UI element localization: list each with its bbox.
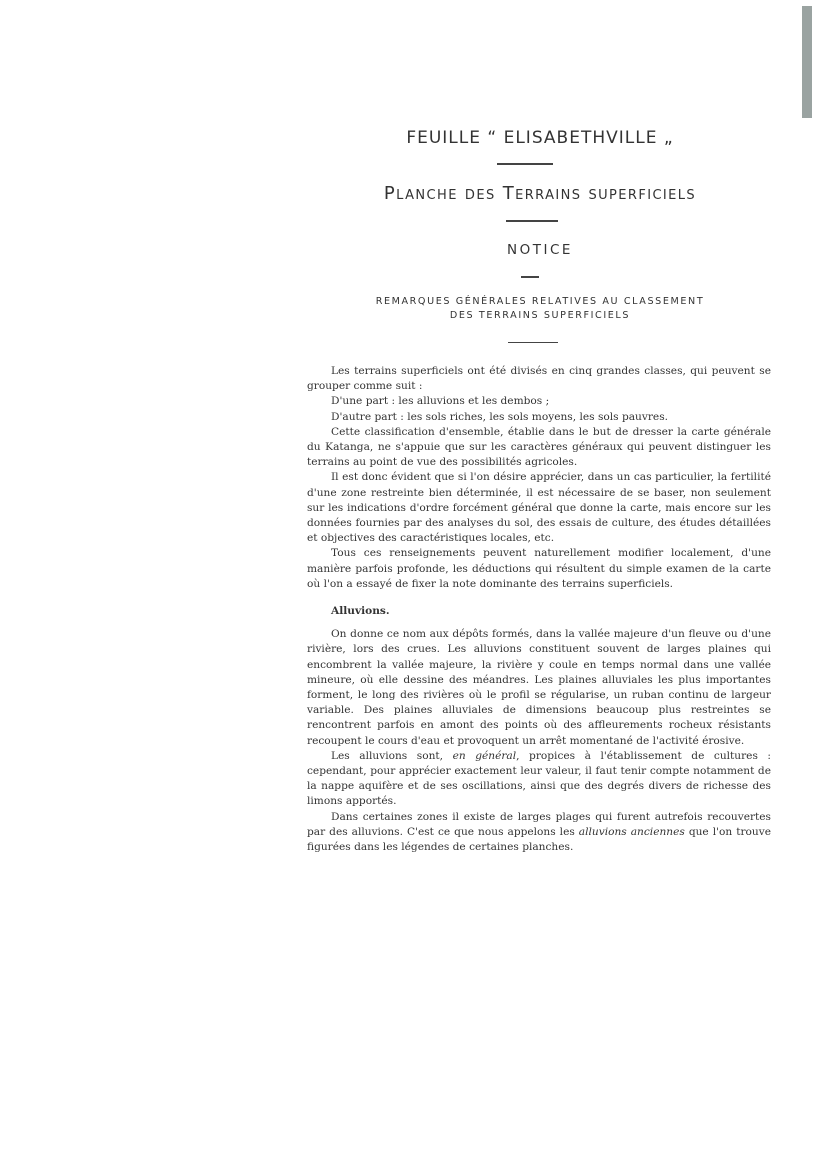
paragraph: On donne ce nom aux dépôts formés, dans la vallée majeure d'un fleuve ou d'une rivière, lors des crues. Les alluvions constituent souvent de larges plaines qui encombrent la vallée majeure, la rivière y coule en temps normal dans une vallée mineure, où elle dessine des méandres. Les plaines alluviales les plus importantes forment, le long des rivières où le profil se régularise, un ruban continu de largeur variable. Des plaines alluviales de dimensions beaucoup plus restreintes se rencontrent parfois en amont des points où des affleurements rocheux résistants recoupent le cours d'eau et provoquent un arrêt momentané de l'activité érosive.: [307, 628, 771, 747]
divider: [508, 342, 558, 343]
paragraph: Il est donc évident que si l'on désire apprécier, dans un cas particulier, la fertilité d'une zone restreinte bien déterminée, il est nécessaire de se baser, non seulement sur les indications d'ordre forcément général que donne la carte, mais encore sur les données fournies par des analyses du sol, des essais de culture, des études détaillées et objectives des caractéristiques locales, etc.: [307, 471, 771, 545]
text-run: que l'on trouve figurées dans les légendes de certaines planches.: [307, 825, 771, 854]
paragraph: [307, 749, 771, 810]
section-subtitle: [300, 295, 780, 323]
sheet-title: FEUILLE “ ELISABETHVILLE „: [406, 128, 674, 148]
paragraph: Tous ces renseignements peuvent naturellement modifier localement, d'une manière parfois profonde, les déductions qui résultent du simple examen de la carte où l'on a essayé de fixer la note dominante des terrains superficiels.: [307, 547, 771, 590]
scan-edge-bar: [802, 6, 812, 118]
notice-title: NOTICE: [507, 242, 573, 258]
body-text: [307, 364, 771, 855]
divider: [521, 276, 539, 278]
plate-title: Planche des Terrains superficiels: [383, 183, 697, 204]
italic-text: en général: [452, 749, 517, 762]
divider: [497, 163, 553, 165]
text-run: Dans certaines zones il existe de larges plages qui furent autrefois recouvertes par des alluvions. C'est ce que nous appelons les: [307, 810, 771, 838]
text-run: Les alluvions sont,: [331, 749, 453, 762]
text-run: , propices à l'établissement de cultures : cependant, pour apprécier exactement leur valeur, il faut tenir compte notamment de la nappe aquifère et de ses oscillations, ainsi que des degrés divers de richesse des limons apportés.: [307, 749, 772, 808]
paragraph: Cette classification d'ensemble, établie dans le but de dresser la carte générale du Katanga, ne s'appuie que sur les caractères généraux qui peuvent distinguer les terrains au point de vue des possibilités agricoles.: [307, 425, 771, 469]
paragraph: D'autre part : les sols riches, les sols moyens, les sols pauvres.: [331, 410, 668, 423]
subtitle-line-1: REMARQUES GÉNÉRALES RELATIVES AU CLASSEMENT: [375, 296, 705, 307]
subtitle-line-2: DES TERRAINS SUPERFICIELS: [449, 310, 631, 321]
section-heading-alluvions: Alluvions.: [331, 605, 390, 618]
italic-text: alluvions anciennes: [578, 825, 685, 838]
paragraph: D'une part : les alluvions et les dembos ;: [331, 395, 550, 408]
divider: [506, 220, 558, 222]
paragraph: Les terrains superficiels ont été divisés en cinq grandes classes, qui peuvent se grouper comme suit :: [307, 365, 771, 393]
paragraph: [307, 810, 771, 856]
